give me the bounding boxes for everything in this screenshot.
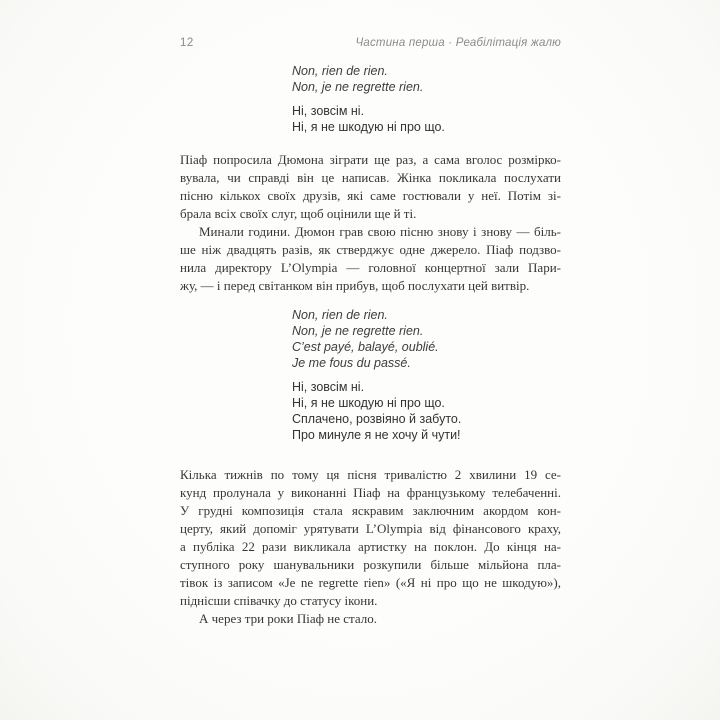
paragraph (180, 223, 561, 295)
text-column (180, 36, 561, 628)
text-line: піднісши співачку до статусу ікони. (180, 593, 378, 608)
verse-block-2 (292, 307, 561, 443)
text-line: Сплачено, розвіяно й забуто. (292, 412, 462, 426)
verse-ukrainian (292, 103, 561, 135)
text-line: Non, rien de rien. (292, 308, 388, 322)
text-line: Ні, зовсім ні. (292, 104, 365, 118)
text-line: Минали години. Дюмон грав свою пісню знову і знову — біль- (199, 224, 561, 239)
text-line: а публіка 22 рази викликала артистку на поклон. До кінця на- (180, 539, 561, 554)
text-line: Ні, я не шкодую ні про що. (292, 120, 445, 134)
text-line: Піаф попросила Дюмона зіграти ще раз, а сама вголос розмірко- (180, 152, 561, 167)
verse-block-1 (292, 63, 561, 135)
text-line: ступного року шанувальники розкупили більше мільйона пла- (180, 557, 561, 572)
text-line: Non, rien de rien. (292, 64, 388, 78)
text-line: Ні, зовсім ні. (292, 380, 365, 394)
running-header: Частина перша · Реабілітація жалю (355, 37, 561, 49)
text-line: нила директору L’Olympia — головної концертної зали Пари- (180, 260, 561, 275)
text-line: тівок із записом «Je ne regrette rien» («Я ні про що не шкодую»), (180, 575, 561, 590)
text-line: брала всіх своїх слуг, щоб оцінили ще й ті. (180, 206, 417, 221)
text-line: ше ніж двадцять разів, як стверджує одне джерело. Піаф подзво- (180, 242, 561, 257)
verse-french (292, 307, 561, 371)
verse-french (292, 63, 561, 95)
paragraph (180, 151, 561, 223)
text-line: У грудні композиція стала яскравим заключним акордом кон- (180, 503, 561, 518)
text-line: Non, je ne regrette rien. (292, 324, 424, 338)
paragraph (180, 610, 561, 628)
paragraph (180, 466, 561, 610)
text-line: Non, je ne regrette rien. (292, 80, 424, 94)
text-line: жу, — і перед світанком він прибув, щоб послухати цей витвір. (180, 278, 530, 293)
text-line: пісню кількох своїх друзів, які саме гостювали у неї. Потім зі- (180, 188, 561, 203)
text-line: кунд пролунала у виконанні Піаф на французькому телебаченні. (180, 485, 561, 500)
text-line: Ні, я не шкодую ні про що. (292, 396, 445, 410)
text-line: Je me fous du passé. (292, 356, 411, 370)
text-line: церту, який допоміг урятувати L’Olympia від фінансового краху, (180, 521, 561, 536)
text-line: Кілька тижнів по тому ця пісня тривалістю 2 хвилини 19 се- (180, 467, 561, 482)
text-line: C’est payé, balayé, oublié. (292, 340, 439, 354)
running-header-row (180, 36, 561, 50)
text-line: Про минуле я не хочу й чути! (292, 428, 461, 442)
text-line: вувала, чи справді він це написав. Жінка покликала послухати (180, 170, 561, 185)
text-line: А через три роки Піаф не стало. (199, 611, 377, 626)
page-number: 12 (180, 37, 194, 49)
verse-ukrainian (292, 379, 561, 443)
